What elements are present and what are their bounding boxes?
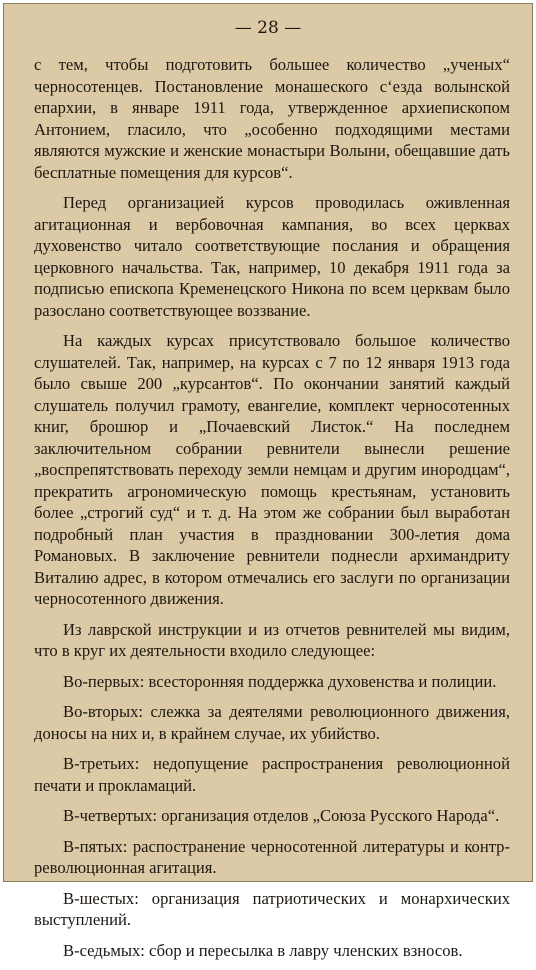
list-item-third: В-третьих: недопущение распространения революционной печати и прокламаций. <box>34 754 510 795</box>
page-text <box>34 54 510 970</box>
paragraph-instruction-intro: Из лаврской инструкции и из отчетов ревнителей мы видим, что в круг их деятельности входило следующее: <box>34 619 510 660</box>
list-item-second: Во-вторых: слежка за деятелями революционного движения, доносы на них и, в крайнем случае, их убийство. <box>34 702 510 743</box>
book-page <box>3 3 533 960</box>
paragraph-continuation: с тем, чтобы подготовить большее количество „ученых“ черносотенцев. Постановление монашеского с‘езда волынской епархии, в январе 1911 года, утвержденное архиепископом Антонием, гласило, что „особенно подходящими местами являются мужские и женские монастыри Волыни, обещавшие дать бесплатные помещения для курсов“. <box>34 55 510 182</box>
paragraph-courses-attendance: На каждых курсах присутствовало большое количество слушателей. Так, например, на курсах с 7 по 12 января 1913 года было свыше 200 „курсантов“. По окончании занятий каждый слушатель получил грамоту, евангелие, комплект черносотенных книг, брошюр и „Почаевский Листок.“ На последнем заключительном собрании ревнители вынесли решение „воспрепятствовать переходу земли немцам и другим инородцам“, прекратить агрономическую помощь крестьянам, установить более „строгий суд“ и т. д. На этом же собрании был выработан подробный план участия в праздновании 300-летия дома Романовых. В заключение ревнители поднесли архимандриту Виталию адрес, в котором отмечались его заслуги по организации черносотенного движения. <box>34 331 510 608</box>
list-item-seventh: В-седьмых: сбор и пересылка в лавру членских взносов. <box>63 940 463 960</box>
list-item-fifth: В-пятых: распостранение черносотенной литературы и контр-революционная агитация. <box>34 836 510 877</box>
list-item-first: Во-первых: всесторонняя поддержка духовенства и полиции. <box>63 671 497 691</box>
list-item-sixth: В-шестых: организация патриотических и монархических выступлений. <box>34 888 510 929</box>
page-number: — 28 — <box>234 18 302 38</box>
list-item-fourth: В-четвертых: организация отделов „Союза Русского Народа“. <box>63 806 500 825</box>
paragraph-agitation-campaign: Перед организацией курсов проводилась оживленная агитационная и вербовочная кампания, во всех церквах духовенство читало соответствующие послания и обращения церковного начальства. Так, например, 10 декабря 1911 года за подписью епископа Кременецского Никона по всем церквам было разослано соответствующее воззвание. <box>34 193 510 320</box>
